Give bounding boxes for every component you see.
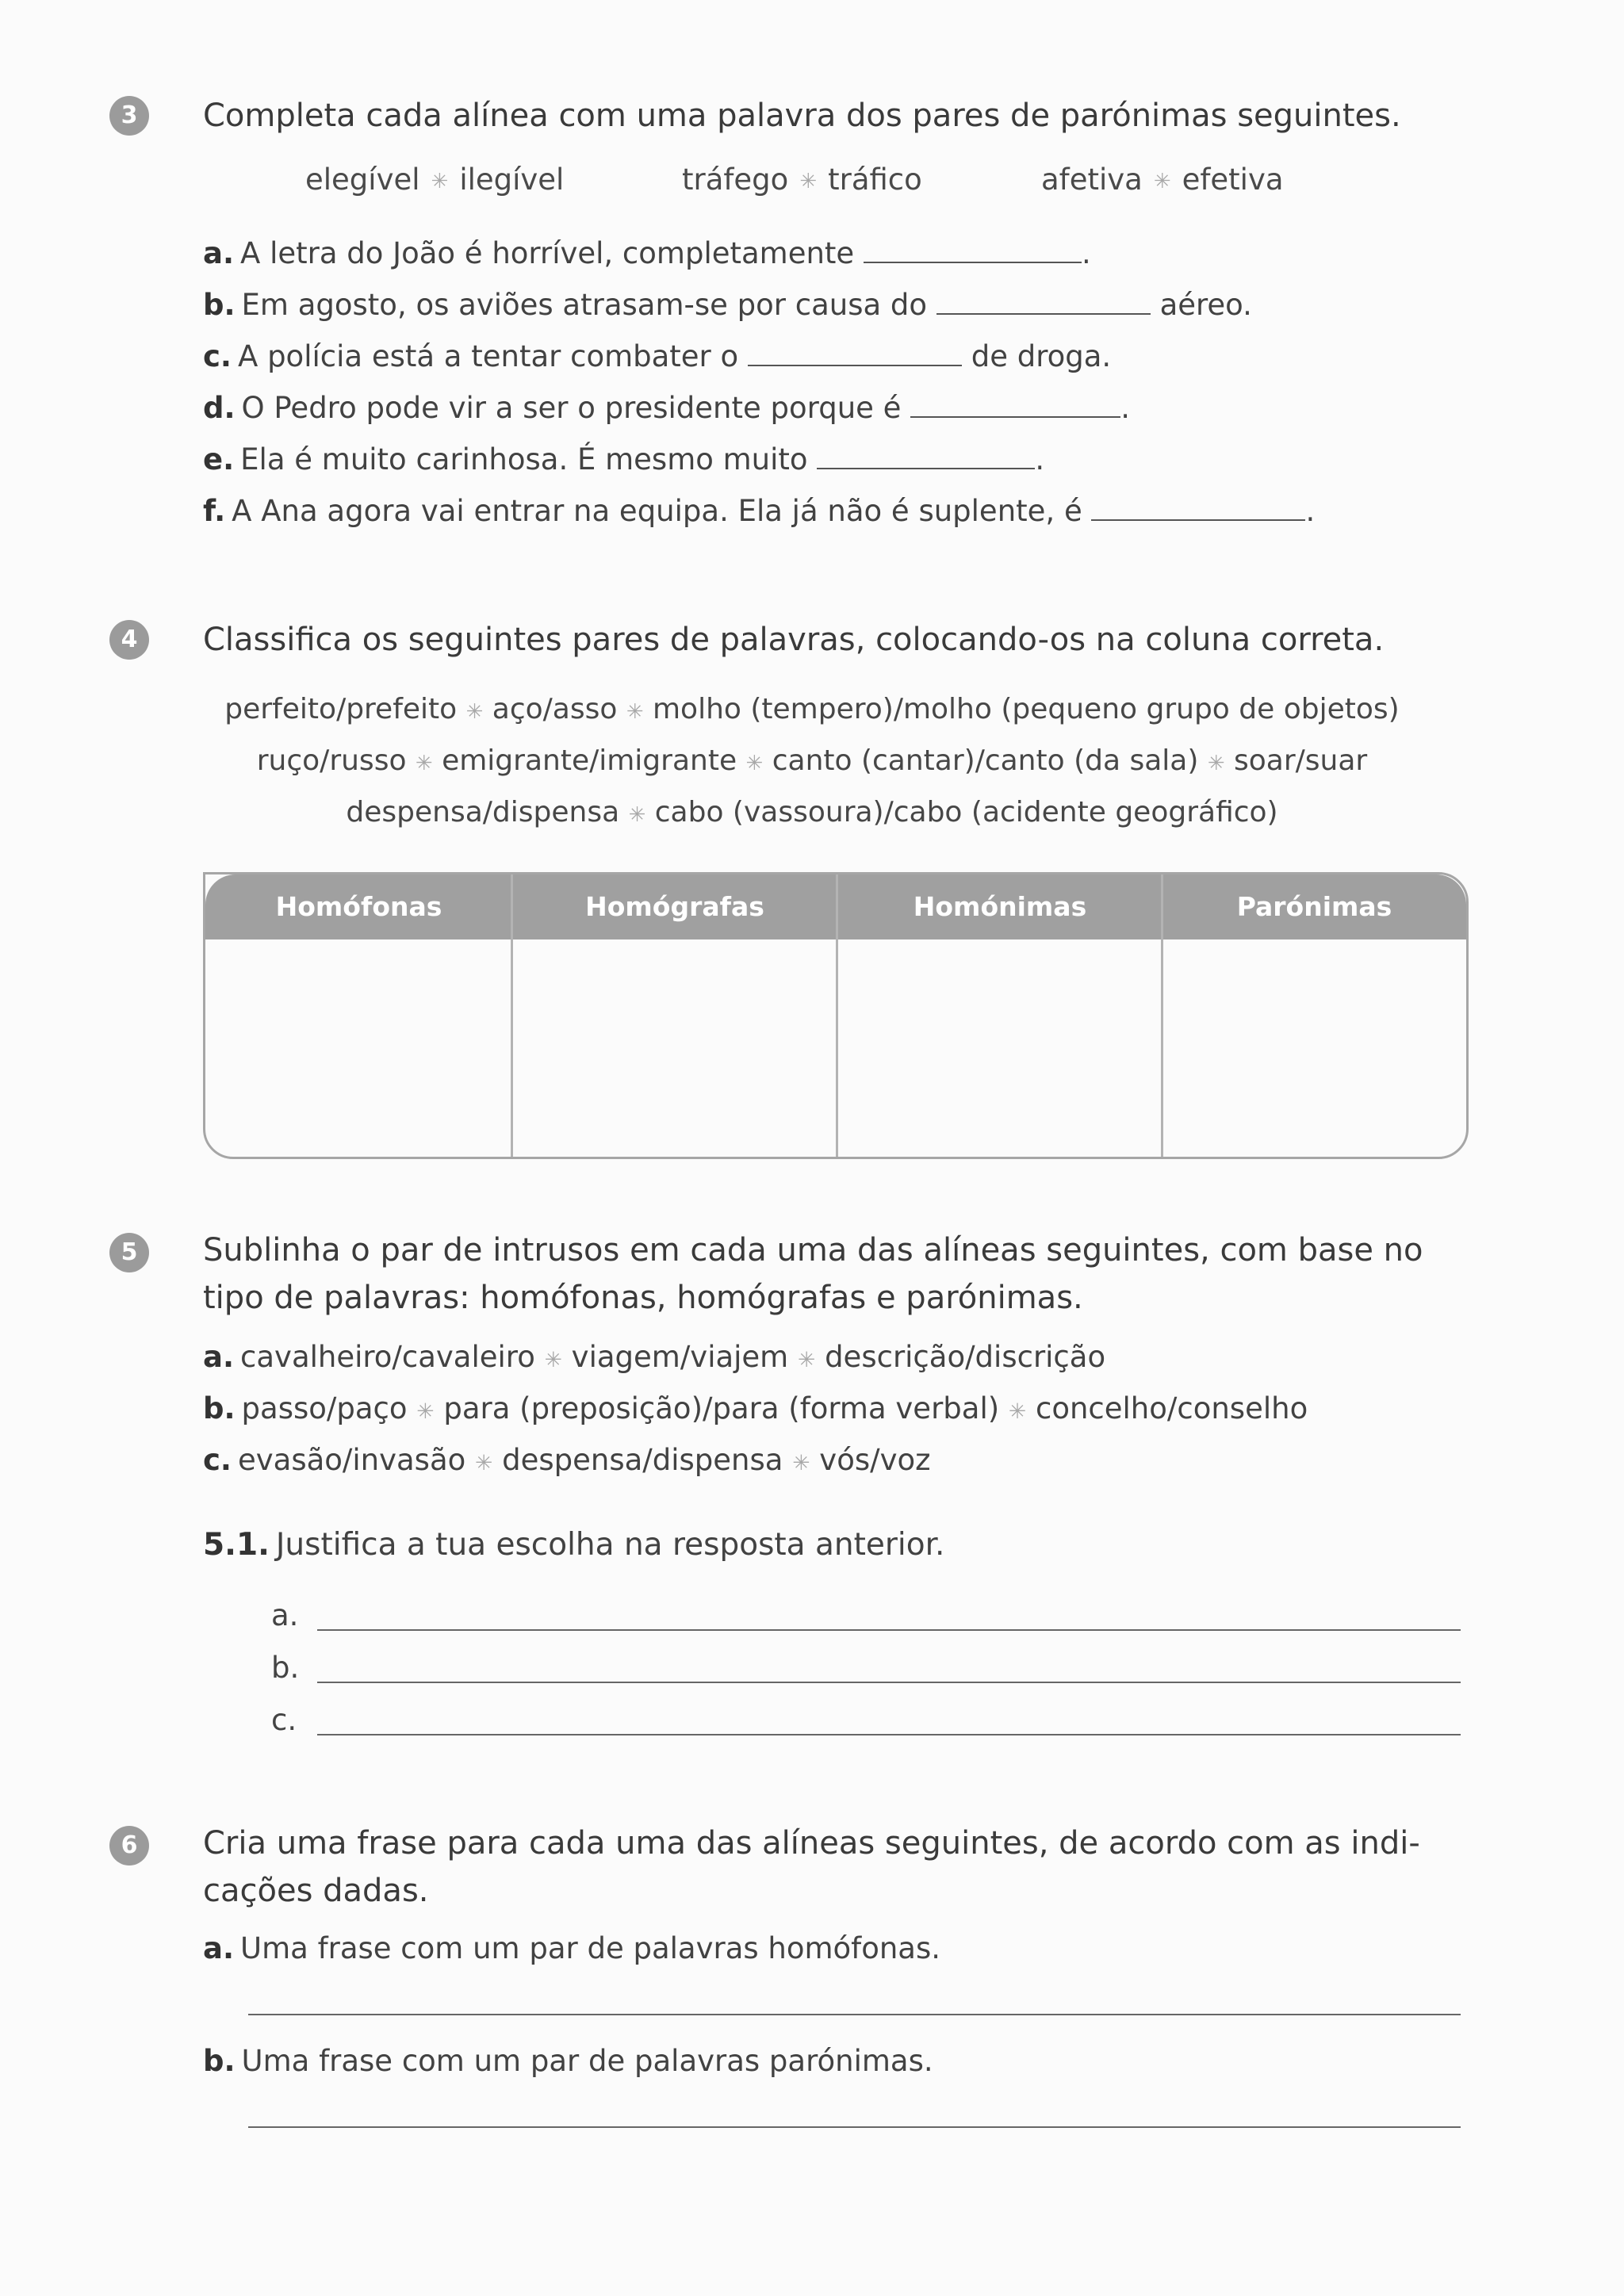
answer-line-c[interactable]	[317, 1734, 1461, 1735]
item-a: a. Uma frase com um par de palavras homófonas.	[203, 1931, 941, 1965]
separator-icon: ✳	[1207, 752, 1225, 775]
item-d: d. O Pedro pode vir a ser o presidente porque é .	[203, 391, 1130, 425]
answer-blank[interactable]	[864, 238, 1082, 263]
exercise-number-badge: 3	[109, 96, 149, 136]
item-a[interactable]: a. cavalheiro/cavaleiro ✳ viagem/viajem ✳ descrição/discrição	[203, 1340, 1106, 1374]
exercise-title: Classifica os seguintes pares de palavras, colocando-os na coluna correta.	[203, 622, 1385, 658]
exercise-title: Completa cada alínea com uma palavra dos pares de parónimas seguintes.	[203, 98, 1401, 134]
separator-icon: ✳	[1008, 1399, 1027, 1424]
separator-icon: ✳	[628, 803, 646, 827]
item-c[interactable]: c. evasão/invasão ✳ despensa/dispensa ✳ vós/voz	[203, 1443, 931, 1477]
answer-label-a: a.	[271, 1598, 299, 1632]
column-header-homofonas: Homófonas	[275, 891, 442, 922]
classification-table	[203, 872, 1469, 1159]
exercise-number-badge: 6	[109, 1826, 149, 1866]
separator-icon: ✳	[416, 1399, 435, 1424]
separator-icon: ✳	[792, 1451, 810, 1475]
sub-question-5-1: 5.1. Justifica a tua escolha na resposta anterior.	[203, 1527, 945, 1563]
separator-icon: ✳	[415, 752, 433, 775]
item-a: a. A letra do João é horrível, completamente .	[203, 236, 1091, 270]
answer-line-b[interactable]	[248, 2126, 1461, 2128]
column-header-homonimas: Homónimas	[913, 891, 1087, 922]
answer-blank[interactable]	[817, 444, 1035, 469]
answer-label-c: c.	[271, 1703, 297, 1737]
answer-blank[interactable]	[936, 289, 1151, 315]
column-divider	[1161, 874, 1163, 1157]
answer-line-a[interactable]	[317, 1629, 1461, 1631]
item-f: f. A Ana agora vai entrar na equipa. Ela já não é suplente, é .	[203, 494, 1316, 528]
item-c: c. A polícia está a tentar combater o de droga.	[203, 339, 1112, 373]
separator-icon: ✳	[799, 169, 818, 193]
item-b[interactable]: b. passo/paço ✳ para (preposição)/para (forma verbal) ✳ concelho/conselho	[203, 1391, 1308, 1425]
answer-blank[interactable]	[1091, 496, 1305, 521]
answer-blank[interactable]	[910, 392, 1120, 418]
separator-icon: ✳	[544, 1348, 562, 1372]
column-divider	[511, 874, 513, 1157]
pair-1: elegível ✳ ilegível	[305, 163, 565, 197]
separator-icon: ✳	[465, 700, 484, 724]
separator-icon: ✳	[431, 169, 449, 193]
separator-icon: ✳	[626, 700, 644, 724]
exercise-title: Cria uma frase para cada uma das alíneas seguintes, de acordo com as indi- cações dadas.	[203, 1825, 1420, 1909]
item-e: e. Ela é muito carinhosa. É mesmo muito .	[203, 442, 1045, 476]
item-b: b. Uma frase com um par de palavras parónimas.	[203, 2044, 933, 2078]
answer-line-a[interactable]	[248, 2014, 1461, 2015]
separator-icon: ✳	[475, 1451, 493, 1475]
pair-3: afetiva ✳ efetiva	[1041, 163, 1284, 197]
exercise-number-badge: 5	[109, 1233, 149, 1272]
separator-icon: ✳	[745, 752, 764, 775]
separator-icon: ✳	[798, 1348, 816, 1372]
word-pairs-list: perfeito/prefeito ✳ aço/asso ✳ molho (tempero)/molho (pequeno grupo de objetos) ruço/russo ✳ emigrante/imigrante ✳ canto (cantar)/canto (da sala) ✳ soar/suar despensa/dispensa ✳ cabo (vassoura)/cabo (acidente geográfico)	[224, 693, 1400, 828]
separator-icon: ✳	[1153, 169, 1171, 193]
item-b: b. Em agosto, os aviões atrasam-se por causa do aéreo.	[203, 288, 1252, 322]
column-header-paronimas: Parónimas	[1236, 891, 1392, 922]
answer-blank[interactable]	[748, 341, 962, 366]
exercise-title: Sublinha o par de intrusos em cada uma das alíneas seguintes, com base no tipo de palavras: homófonas, homógrafas e parónimas.	[203, 1232, 1423, 1316]
column-header-homografas: Homógrafas	[585, 891, 764, 922]
answer-label-b: b.	[271, 1651, 300, 1685]
pair-2: tráfego ✳ tráfico	[682, 163, 922, 197]
column-divider	[836, 874, 838, 1157]
exercise-number-badge: 4	[109, 620, 149, 660]
answer-line-b[interactable]	[317, 1682, 1461, 1683]
